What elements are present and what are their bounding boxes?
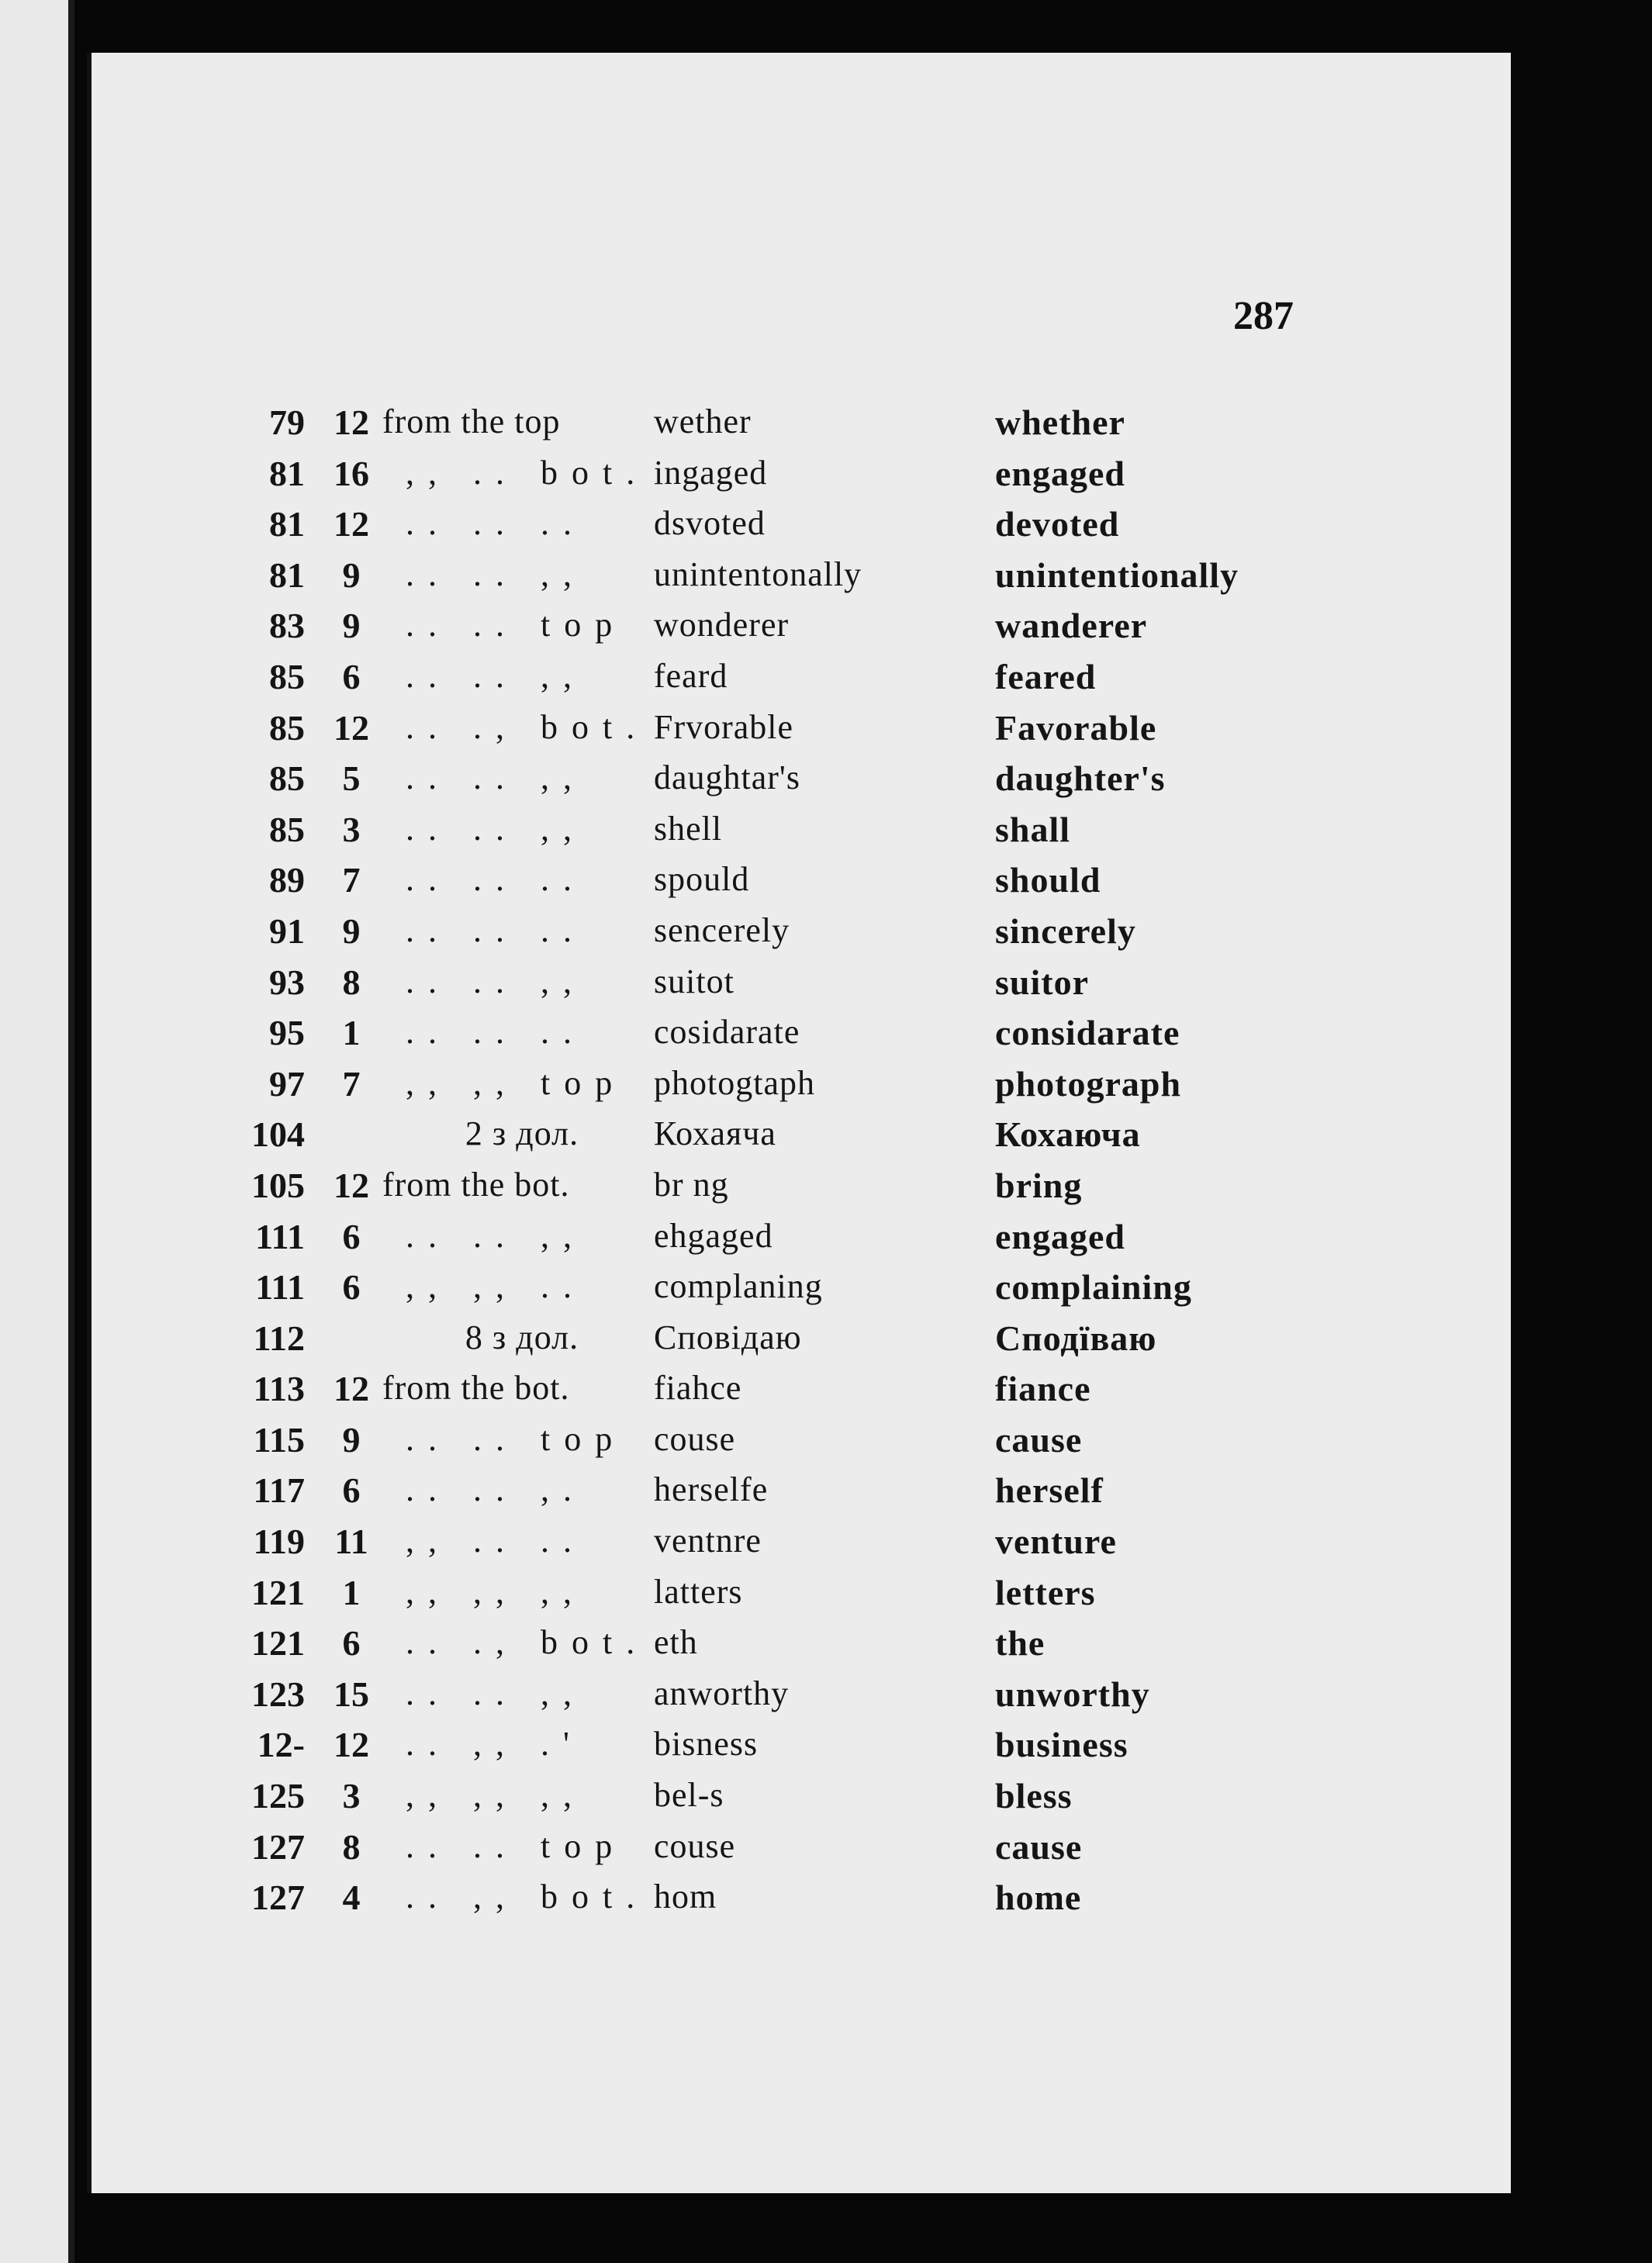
row-correct-word: devoted (995, 504, 1120, 544)
row-line: 9 (342, 910, 361, 951)
row-position: .. .. .. (406, 860, 586, 899)
row-line: 12 (334, 1369, 369, 1409)
row-correct-word: unworthy (995, 1674, 1150, 1714)
row-wrong-word: br ng (654, 1165, 729, 1204)
page-gutter-line (68, 0, 74, 2263)
row-wrong-word: Кохаяча (654, 1114, 776, 1153)
row-wrong-word: bisness (654, 1725, 759, 1764)
errata-row (92, 402, 1511, 453)
row-line: 3 (342, 809, 361, 849)
row-wrong-word: shell (654, 809, 723, 848)
errata-row (92, 605, 1511, 656)
row-line: 8 (342, 1826, 361, 1867)
row-line: 12 (334, 1165, 369, 1205)
errata-row (92, 453, 1511, 504)
row-line: 9 (342, 606, 361, 646)
row-line: 1 (342, 1013, 361, 1053)
row-correct-word: Сподїваю (995, 1318, 1157, 1358)
row-page: 89 (269, 860, 305, 900)
row-position: from the bot. (382, 1165, 570, 1204)
row-wrong-word: sencerely (654, 910, 790, 949)
row-position: .. .. .. (406, 910, 586, 949)
row-position: .. ., bot. (406, 707, 649, 746)
errata-row (92, 1266, 1511, 1318)
row-line: 6 (342, 656, 361, 696)
row-correct-word: feared (995, 656, 1097, 696)
row-position: .. .. ,, (406, 1674, 586, 1712)
row-position: .. .. top (406, 606, 627, 644)
row-line: 6 (342, 1623, 361, 1664)
row-position: from the top (382, 403, 561, 441)
errata-table (92, 402, 1511, 1928)
row-position: .. .. ,, (406, 962, 586, 1000)
row-page: 85 (269, 656, 305, 696)
row-position: from the bot. (382, 1369, 570, 1408)
row-page: 79 (269, 403, 305, 442)
row-correct-word: business (995, 1725, 1128, 1765)
errata-row (92, 962, 1511, 1013)
row-correct-word: engaged (995, 1216, 1125, 1256)
row-page: 97 (269, 1063, 305, 1104)
row-position: .. ., bot. (406, 1623, 649, 1662)
row-page: 121 (251, 1623, 305, 1664)
row-wrong-word: daughtar's (654, 758, 800, 797)
errata-row (92, 809, 1511, 860)
row-line: 12 (334, 707, 369, 748)
row-page: 117 (253, 1470, 305, 1511)
row-wrong-word: fiahce (654, 1369, 742, 1408)
row-page: 111 (255, 1216, 305, 1256)
row-line: 15 (334, 1674, 369, 1714)
row-position: .. .. top (406, 1419, 627, 1458)
errata-row (92, 859, 1511, 910)
row-page: 12- (257, 1725, 305, 1765)
row-position: .. ,, bot. (406, 1878, 649, 1916)
row-position: 2 з дол. (465, 1114, 579, 1153)
errata-row (92, 1063, 1511, 1114)
row-correct-word: sincerely (995, 910, 1136, 951)
row-line: 9 (342, 555, 361, 595)
row-page: 104 (251, 1114, 305, 1155)
errata-row (92, 1012, 1511, 1063)
row-position: ,, .. .. (406, 1522, 586, 1560)
row-position: ,, ,, .. (406, 1267, 586, 1306)
row-correct-word: letters (995, 1572, 1096, 1612)
row-position: .. .. ,, (406, 758, 586, 797)
row-wrong-word: couse (654, 1419, 736, 1458)
row-page: 85 (269, 809, 305, 849)
row-position: .. .. ,, (406, 555, 586, 593)
row-line: 6 (342, 1470, 361, 1511)
row-wrong-word: dsvoted (654, 504, 766, 543)
row-correct-word: the (995, 1623, 1045, 1664)
row-wrong-word: Сповідаю (654, 1318, 802, 1356)
row-wrong-word: couse (654, 1826, 736, 1865)
row-page: 91 (269, 910, 305, 951)
row-wrong-word: eth (654, 1623, 698, 1662)
row-correct-word: bring (995, 1165, 1083, 1205)
row-correct-word: engaged (995, 453, 1125, 493)
errata-row (92, 1114, 1511, 1165)
row-position: .. ,, .' (406, 1725, 583, 1764)
row-line: 7 (342, 860, 361, 900)
row-page: 111 (255, 1267, 305, 1308)
row-position: ,, .. bot. (406, 453, 649, 492)
row-line: 11 (334, 1522, 368, 1562)
row-page: 105 (251, 1165, 305, 1205)
row-wrong-word: cosidarate (654, 1013, 800, 1052)
row-line: 4 (342, 1878, 361, 1918)
row-wrong-word: wether (654, 403, 752, 441)
row-line: 12 (334, 403, 369, 442)
row-wrong-word: ehgaged (654, 1216, 773, 1255)
row-correct-word: daughter's (995, 758, 1166, 799)
errata-row (92, 1216, 1511, 1267)
row-wrong-word: Frvorable (654, 707, 794, 746)
row-line: 6 (342, 1267, 361, 1308)
row-line: 6 (342, 1216, 361, 1256)
row-position: .. .. .. (406, 1013, 586, 1052)
row-position: .. .. ,, (406, 656, 586, 695)
row-wrong-word: anworthy (654, 1674, 790, 1712)
errata-row (92, 1419, 1511, 1470)
row-correct-word: suitor (995, 962, 1089, 1002)
row-wrong-word: wonderer (654, 606, 790, 644)
errata-page (87, 53, 1511, 2193)
row-correct-word: herself (995, 1470, 1104, 1511)
row-correct-word: should (995, 860, 1101, 900)
row-wrong-word: herselfe (654, 1470, 769, 1509)
row-wrong-word: unintentonally (654, 555, 862, 593)
row-correct-word: Favorable (995, 707, 1157, 748)
row-correct-word: Кохаюча (995, 1114, 1141, 1155)
row-position: .. .. .. (406, 504, 586, 543)
errata-row (92, 1470, 1511, 1521)
row-page: 115 (253, 1419, 305, 1460)
row-wrong-word: hom (654, 1878, 717, 1916)
row-wrong-word: spould (654, 860, 750, 899)
row-correct-word: venture (995, 1522, 1117, 1562)
errata-row (92, 1572, 1511, 1623)
row-wrong-word: photogtaph (654, 1063, 815, 1102)
row-page: 85 (269, 707, 305, 748)
row-page: 119 (253, 1522, 305, 1562)
row-position: 8 з дол. (465, 1318, 579, 1356)
page-number: 287 (1233, 294, 1294, 338)
errata-row (92, 707, 1511, 758)
row-wrong-word: feard (654, 656, 728, 695)
row-line: 8 (342, 962, 361, 1002)
row-correct-word: home (995, 1878, 1082, 1918)
errata-row (92, 1775, 1511, 1826)
row-line: 7 (342, 1063, 361, 1104)
row-line: 1 (342, 1572, 361, 1612)
row-position: .. .. top (406, 1826, 627, 1865)
row-correct-word: whether (995, 403, 1125, 442)
row-page: 95 (269, 1013, 305, 1053)
errata-row (92, 1674, 1511, 1725)
row-page: 125 (251, 1776, 305, 1816)
row-page: 113 (253, 1369, 305, 1409)
row-wrong-word: ventnre (654, 1522, 762, 1560)
errata-row (92, 656, 1511, 707)
row-position: ,, ,, top (406, 1063, 627, 1102)
row-position: ,, ,, ,, (406, 1572, 586, 1611)
row-correct-word: shall (995, 809, 1071, 849)
errata-row (92, 503, 1511, 555)
previous-page-edge (0, 0, 74, 2263)
row-correct-word: fiance (995, 1369, 1091, 1409)
row-page: 123 (251, 1674, 305, 1714)
row-page: 83 (269, 606, 305, 646)
row-page: 93 (269, 962, 305, 1002)
row-correct-word: unintentionally (995, 555, 1239, 595)
row-correct-word: photograph (995, 1063, 1182, 1104)
errata-row (92, 1368, 1511, 1419)
errata-row (92, 758, 1511, 809)
row-position: ,, ,, ,, (406, 1776, 586, 1815)
row-page: 81 (269, 555, 305, 595)
row-correct-word: cause (995, 1826, 1083, 1867)
row-wrong-word: latters (654, 1572, 743, 1611)
row-correct-word: cause (995, 1419, 1083, 1460)
row-line: 5 (342, 758, 361, 799)
row-line: 9 (342, 1419, 361, 1460)
errata-row (92, 1622, 1511, 1674)
row-position: .. .. ,. (406, 1470, 586, 1509)
row-line: 16 (334, 453, 369, 493)
errata-row (92, 1521, 1511, 1572)
errata-row (92, 1826, 1511, 1878)
row-line: 12 (334, 504, 369, 544)
errata-row (92, 1724, 1511, 1775)
errata-row (92, 555, 1511, 606)
row-line: 12 (334, 1725, 369, 1765)
row-line: 3 (342, 1776, 361, 1816)
row-page: 85 (269, 758, 305, 799)
row-page: 112 (253, 1318, 305, 1358)
row-wrong-word: bel-s (654, 1776, 724, 1815)
row-position: .. .. ,, (406, 809, 586, 848)
row-page: 127 (251, 1878, 305, 1918)
row-correct-word: wanderer (995, 606, 1148, 646)
row-correct-word: bless (995, 1776, 1073, 1816)
errata-row (92, 1877, 1511, 1928)
row-correct-word: considarate (995, 1013, 1180, 1053)
row-wrong-word: suitot (654, 962, 734, 1000)
row-wrong-word: complaning (654, 1267, 823, 1306)
errata-row (92, 1165, 1511, 1216)
errata-row (92, 1318, 1511, 1369)
errata-row (92, 910, 1511, 962)
row-position: .. .. ,, (406, 1216, 586, 1255)
row-wrong-word: ingaged (654, 453, 768, 492)
row-page: 121 (251, 1572, 305, 1612)
row-page: 81 (269, 453, 305, 493)
row-page: 81 (269, 504, 305, 544)
row-page: 127 (251, 1826, 305, 1867)
row-correct-word: complaining (995, 1267, 1192, 1308)
